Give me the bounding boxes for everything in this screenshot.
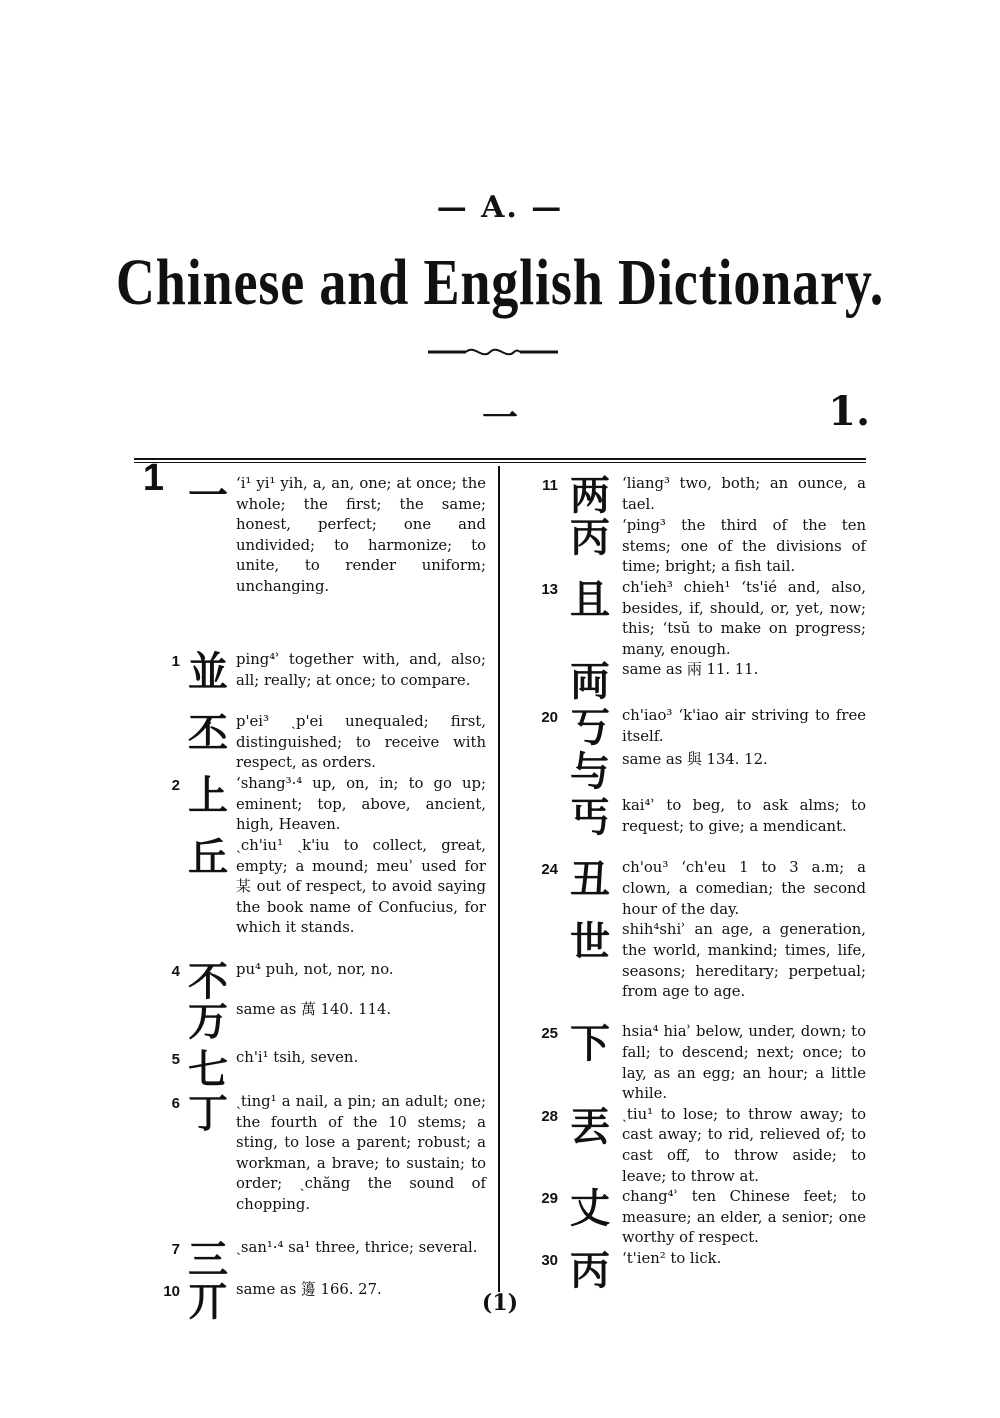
entry-stroke-number: 4 [171,963,180,980]
entry-stroke-number: 25 [541,1025,558,1043]
page-footer-number: (1) [481,1290,519,1316]
entry-definition: ˏsan¹·⁴ sa¹ three, thrice; several. [236,1239,478,1256]
entry-character: 上 [188,773,228,819]
entry-character: 七 [188,1047,228,1093]
entry-character: 丌 [188,1279,228,1325]
dictionary-entry [530,473,866,519]
entry-definition: ch'ieh³ chieh¹ ʻts'ié and, also, besides, if, should, or, yet, now; this; ʻtsŭ to make on progress; many, enough. [622,579,866,658]
column-divider [498,466,500,1292]
entry-definition: p'ei³ ˏp'ei unequaled; first, distinguished; to receive with respect, as orders. [236,713,486,772]
entry-character: 不 [188,959,228,1005]
dictionary-entry [134,1279,486,1325]
dictionary-entry [134,959,486,1005]
top-rule-thin [134,462,866,463]
entry-definition: ˏch'iu¹ ˏk'iu to collect, great, empty; a mound; meuʾ used for 某 out of respect, to avoid saying the book name of Confucius, for which it stands. [236,837,486,937]
section-letter: — A. — [436,190,564,225]
entry-character: 丂 [570,705,610,752]
dictionary-entry [134,1048,486,1092]
entry-character: 丟 [570,1103,610,1150]
entry-definition: ˏtiu¹ to lose; to throw away; to cast away; to rid, relieved of; to cast off, to throw aside; to leave; to throw at. [622,1105,866,1185]
dictionary-entry [134,774,486,836]
left-column [134,457,486,1325]
entry-stroke-number: 5 [171,1051,180,1068]
entry-definition: ˏting¹ a nail, a pin; an adult; one; the fourth of the 10 stems; a sting, to lose a parent; robust; a workman, a brave; to sustain; to order; ˏchăng the sound of chopping. [236,1093,486,1213]
entry-character: 丕 [188,711,228,757]
entry-stroke-number: 28 [541,1107,558,1125]
entry-character: 且 [570,577,610,623]
entry-character: 並 [188,649,228,695]
entry-stroke-number: 1 [171,653,180,670]
right-column [530,473,866,1295]
entry-definition: chang⁴ʾ ten Chinese feet; to measure; an elder, a senior; one worthy of respect. [622,1188,866,1247]
entry-definition: same as 與 134. 12. [622,751,768,769]
entry-stroke-number: 7 [171,1241,180,1258]
entry-stroke-number: 29 [541,1190,558,1208]
entry-definition: ch'iao³ ʻk'iao air striving to free itself. [622,707,866,745]
entry-definition: ʻping³ the third of the ten stems; one of the divisions of time; bright; a fish tail. [622,517,866,576]
entry-definition: ch'ou³ ʻch'eu 1 to 3 a.m; a clown, a comedian; the second hour of the day. [622,859,866,918]
entry-character: 世 [570,919,610,966]
dictionary-entry [530,1248,866,1295]
entry-stroke-number: 11 [542,477,558,494]
entry-definition: pu⁴ puh, not, nor, no. [236,961,394,978]
dictionary-entry [134,712,486,774]
entry-definition: same as 萬 140. 114. [236,1001,392,1018]
entry-stroke-number: 10 [163,1283,180,1300]
entry-definition: ping⁴ʾ together with, and, also; all; really; at once; to compare. [236,651,486,689]
entry-stroke-number: 6 [171,1095,180,1112]
entry-definition: shih⁴shiʾ an age, a generation, the world, mankind; times, life, seasons; hereditary; perpetual; from age to age. [622,921,866,1001]
entry-stroke-number: 1 [142,457,164,499]
entry-character: 丙 [570,1248,610,1295]
entry-definition: ʻt'ien² to lick. [622,1250,722,1268]
entry-character: 下 [570,1021,610,1068]
page-title: Chinese and English Dictionary. [115,246,885,319]
entry-character: 丁 [188,1091,228,1137]
entry-definition: hsia⁴ hiaʾ below, under, down; to fall; to descend; next; once; to lay, as an egg; an hour; a little while. [622,1023,866,1103]
dictionary-entry [530,1022,866,1104]
top-rule [134,458,866,460]
entry-character: 丐 [570,795,610,842]
dictionary-entry [530,796,866,858]
entry-definition: ch'i¹ tsih, seven. [236,1049,359,1066]
entry-stroke-number: 24 [541,861,558,879]
entry-definition: same as 籩 166. 27. [236,1281,382,1298]
entry-definition: ʻshang³·⁴ up, on, in; to go up; eminent; top, above, ancient, high, Heaven. [236,775,486,834]
dictionary-entry [134,650,486,712]
entry-character: 两 [570,473,610,519]
ornament-divider [426,340,560,364]
radical-heading: 一 [481,397,518,439]
dictionary-entry [134,1092,486,1238]
entry-character: 与 [570,749,610,796]
entry-character: 丙 [570,515,610,561]
dictionary-entry [530,706,866,750]
entry-definition: ʻi¹ yi¹ yih, a, an, one; at once; the whole; the first; the same; honest, perfect; one and undivided; to harmonize; to unite, to render uniform; unchanging. [236,475,486,595]
dictionary-entry [530,858,866,920]
entry-stroke-number: 30 [541,1252,558,1270]
entry-character: 丘 [188,835,228,881]
entry-character: 万 [188,999,228,1045]
entry-stroke-number: 13 [541,581,558,598]
dictionary-entry [530,750,866,796]
entry-character: 一 [188,473,228,519]
dictionary-entry [134,1237,486,1283]
dictionary-entry [530,1187,866,1249]
entry-character: 三 [188,1237,228,1283]
page-number: 1. [828,388,870,435]
dictionary-entry [134,1000,486,1048]
dictionary-entry [530,1105,866,1187]
dictionary-entry [530,920,866,1022]
entry-character: 丈 [570,1186,610,1233]
entry-character: 両 [570,659,610,706]
dictionary-entry [530,516,866,578]
entry-character: 丑 [570,857,610,904]
entry-stroke-number: 20 [541,709,558,727]
entry-stroke-number: 2 [171,777,180,794]
dictionary-entry [530,578,866,660]
entry-definition: ʻliang³ two, both; an ounce, a tael. [622,475,866,513]
entry-definition: kai⁴ʾ to beg, to ask alms; to request; to give; a mendicant. [622,797,866,835]
entry-definition: same as 兩 11. 11. [622,661,759,679]
dictionary-entry [134,836,486,960]
dictionary-entry [530,660,866,706]
dictionary-entry [134,457,486,650]
